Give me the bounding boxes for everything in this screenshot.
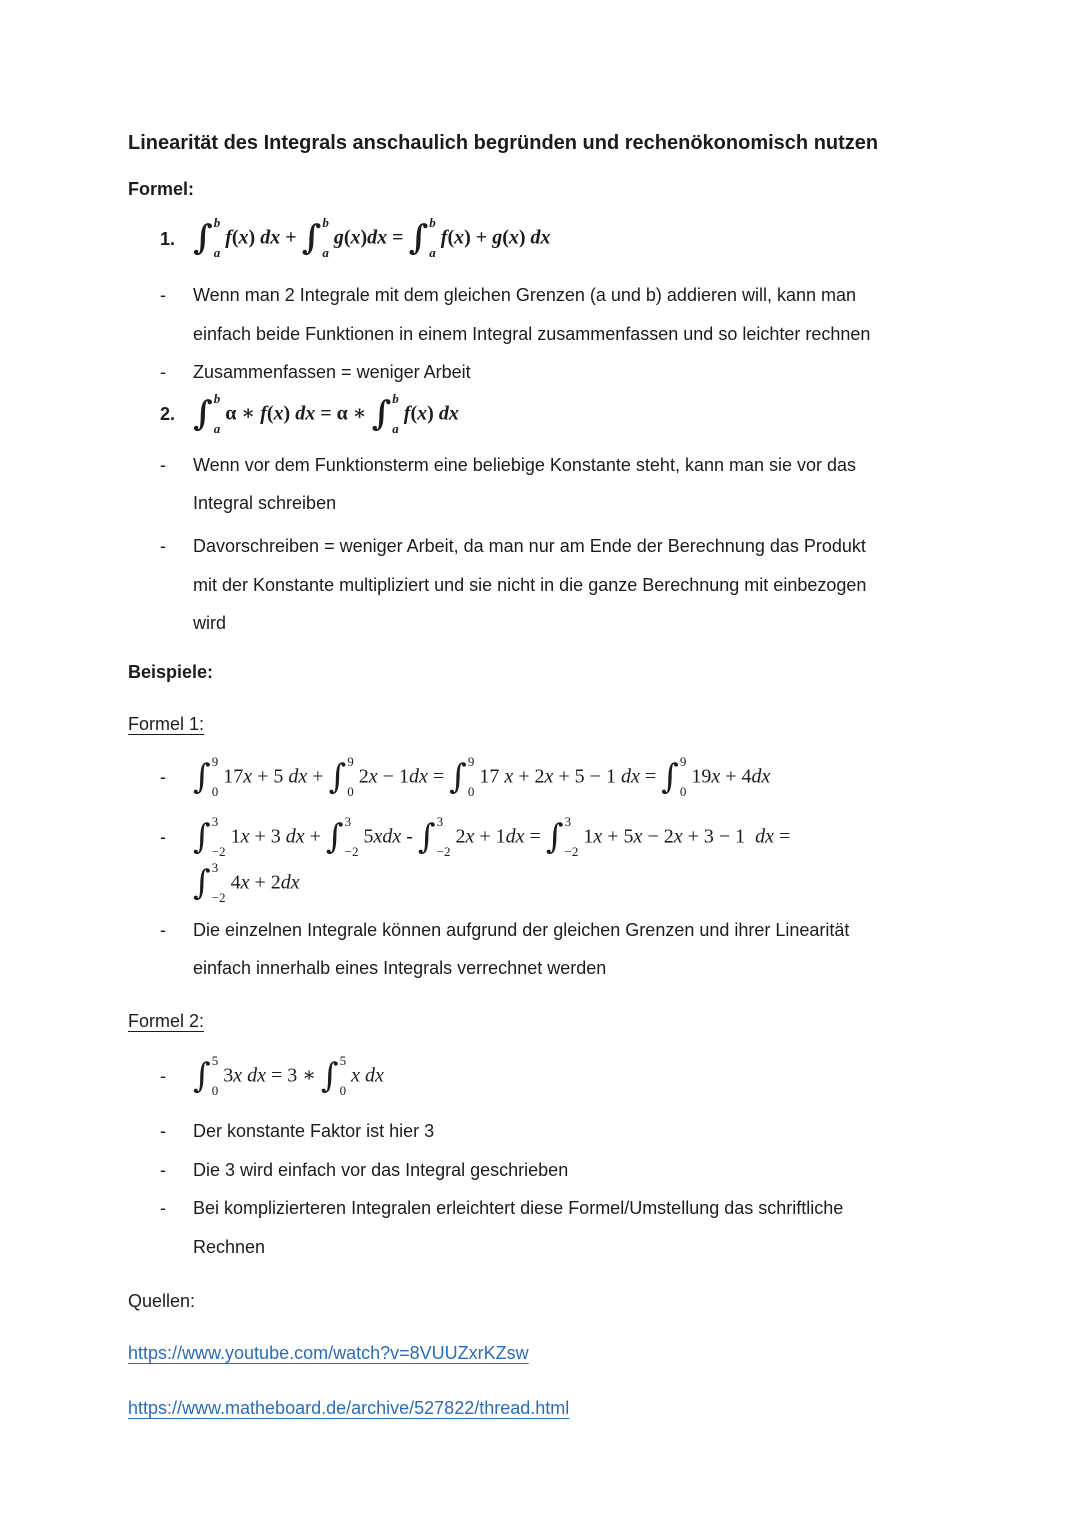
bullet-text-7 bbox=[193, 1151, 960, 1190]
example-2a-math: ∫ 5 0 3x dx = 3 ∗ ∫ 5 0 x dx bbox=[193, 1052, 384, 1098]
integral-sign: ∫ b a bbox=[371, 390, 399, 436]
integral-sign: ∫ 5 0 bbox=[320, 1052, 347, 1098]
bullet-text-8 bbox=[193, 1189, 960, 1266]
formel-1-examples bbox=[160, 755, 960, 988]
integral-sign: ∫ 9 0 bbox=[328, 753, 354, 799]
bullet-dash: - bbox=[160, 1159, 166, 1180]
integral-sign: ∫ 3 −2 bbox=[193, 813, 226, 859]
page-title: Linearität des Integrals anschaulich begründen und rechenökonomisch nutzen bbox=[128, 132, 879, 154]
bullet-item-2 bbox=[160, 353, 960, 392]
bullet-text-6 bbox=[193, 1112, 960, 1151]
integral-sign: ∫ 9 0 bbox=[661, 753, 687, 799]
text-line: mit der Konstante multipliziert und sie nicht in die ganze Berechnung mit einbezogen bbox=[193, 574, 867, 595]
bullet-dash: - bbox=[160, 1066, 166, 1087]
youtube-link[interactable]: https://www.youtube.com/watch?v=8VUUZxrKZsw bbox=[128, 1343, 529, 1364]
integral-sign: ∫ 3 −2 bbox=[417, 813, 451, 859]
integral-sign: ∫ b a bbox=[193, 390, 221, 436]
bullet-dash: - bbox=[160, 767, 166, 788]
integral-sign: ∫ 3 −2 bbox=[193, 859, 226, 905]
bullet-item-4 bbox=[160, 527, 960, 643]
subsection-label-formel-1: Formel 1: bbox=[128, 713, 205, 734]
example-1b-row bbox=[160, 815, 960, 861]
bullet-dash: - bbox=[160, 454, 166, 475]
bullet-dash: - bbox=[160, 1198, 166, 1219]
list-number-1: 1. bbox=[160, 228, 176, 249]
bullet-dash: - bbox=[160, 285, 166, 305]
bullet-dash: - bbox=[160, 827, 166, 848]
bullet-dash: - bbox=[160, 362, 166, 383]
integral-sign: ∫ 3 −2 bbox=[325, 813, 359, 859]
bullet-text-3 bbox=[193, 446, 960, 523]
text-line: Wenn man 2 Integrale mit dem gleichen Grenzen (a und b) addieren will, kann man bbox=[193, 285, 857, 305]
text-line: Davorschreiben = weniger Arbeit, da man nur am Ende der Berechnung das Produkt bbox=[193, 535, 866, 556]
list-number-2: 2. bbox=[160, 404, 176, 425]
subsection-label-formel-2: Formel 2: bbox=[128, 1010, 205, 1031]
bullet-item-3 bbox=[160, 446, 960, 523]
text-line: wird bbox=[193, 613, 227, 634]
bullet-text-1 bbox=[193, 276, 960, 353]
bullet-item-5 bbox=[160, 911, 960, 988]
bullet-item-8 bbox=[160, 1189, 960, 1266]
integral-sign: ∫ 3 −2 bbox=[545, 813, 579, 859]
matheboard-link[interactable]: https://www.matheboard.de/archive/527822/thread.html bbox=[128, 1398, 570, 1419]
bullet-text-4 bbox=[193, 527, 960, 643]
text-line: Integral schreiben bbox=[193, 493, 337, 514]
formula-1-math: ∫ b a f(x) dx + ∫ b a g(x)dx = ∫ b a f(x) + g(x) dx bbox=[193, 215, 551, 260]
integral-sign: ∫ b a bbox=[408, 215, 436, 260]
integral-sign: ∫ b a bbox=[193, 215, 221, 260]
integral-sign: ∫ 9 0 bbox=[449, 753, 475, 799]
bullet-item-1 bbox=[160, 276, 960, 353]
integral-sign: ∫ 5 0 bbox=[193, 1052, 219, 1098]
bullet-dash: - bbox=[160, 919, 166, 940]
example-1b-continuation-row bbox=[160, 861, 960, 907]
text-line: Wenn vor dem Funktionsterm eine beliebige Konstante steht, kann man sie vor das bbox=[193, 454, 857, 475]
integral-sign: ∫ 9 0 bbox=[193, 753, 219, 799]
example-1a-row bbox=[160, 755, 960, 801]
bullet-text-5 bbox=[193, 911, 960, 988]
formel-list bbox=[160, 216, 960, 643]
bullet-item-6 bbox=[160, 1112, 960, 1151]
text-line: Zusammenfassen = weniger Arbeit bbox=[193, 362, 471, 383]
example-1a-math: ∫ 9 0 17x + 5 dx + ∫ 9 0 2x − 1dx = ∫ 9 0 17 x + 2x + 5 − 1 dx = ∫ 9 0 19x + 4dx bbox=[193, 753, 771, 799]
text-line: einfach innerhalb eines Integrals verrechnet werden bbox=[193, 958, 607, 979]
formel-2-examples bbox=[160, 1054, 960, 1266]
example-1b-math: ∫ 3 −2 1x + 3 dx + ∫ 3 −2 5xdx - ∫ 3 −2 2x + 1dx = ∫ 3 −2 1x + 5x − 2x + 3 − 1 dx = bbox=[193, 813, 791, 859]
bullet-dash: - bbox=[160, 1120, 166, 1141]
text-line: Bei komplizierteren Integralen erleichtert diese Formel/Umstellung das schriftliche bbox=[193, 1198, 844, 1219]
section-label-formel: Formel: bbox=[128, 179, 195, 199]
bullet-text-2 bbox=[193, 353, 960, 392]
text-line: Die einzelnen Integrale können aufgrund der gleichen Grenzen und ihrer Linearität bbox=[193, 919, 850, 940]
formula-2-math: ∫ b a α ∗ f(x) dx = α ∗ ∫ b a f(x) dx bbox=[193, 390, 459, 436]
text-line: einfach beide Funktionen in einem Integral zusammenfassen und so leichter rechnen bbox=[193, 323, 871, 344]
bullet-dash: - bbox=[160, 535, 166, 556]
section-label-quellen: Quellen: bbox=[128, 1291, 196, 1312]
text-line: Rechnen bbox=[193, 1236, 266, 1257]
formula-2-row bbox=[160, 392, 960, 438]
section-label-beispiele: Beispiele: bbox=[128, 661, 214, 682]
text-line: Die 3 wird einfach vor das Integral geschrieben bbox=[193, 1159, 569, 1180]
text-line: Der konstante Faktor ist hier 3 bbox=[193, 1120, 435, 1141]
example-1b-continuation-math: ∫ 3 −2 4x + 2dx bbox=[193, 859, 300, 905]
bullet-item-7 bbox=[160, 1151, 960, 1190]
formula-1-row bbox=[160, 216, 960, 262]
integral-sign: ∫ b a bbox=[301, 215, 329, 260]
example-2a-row bbox=[160, 1054, 960, 1100]
